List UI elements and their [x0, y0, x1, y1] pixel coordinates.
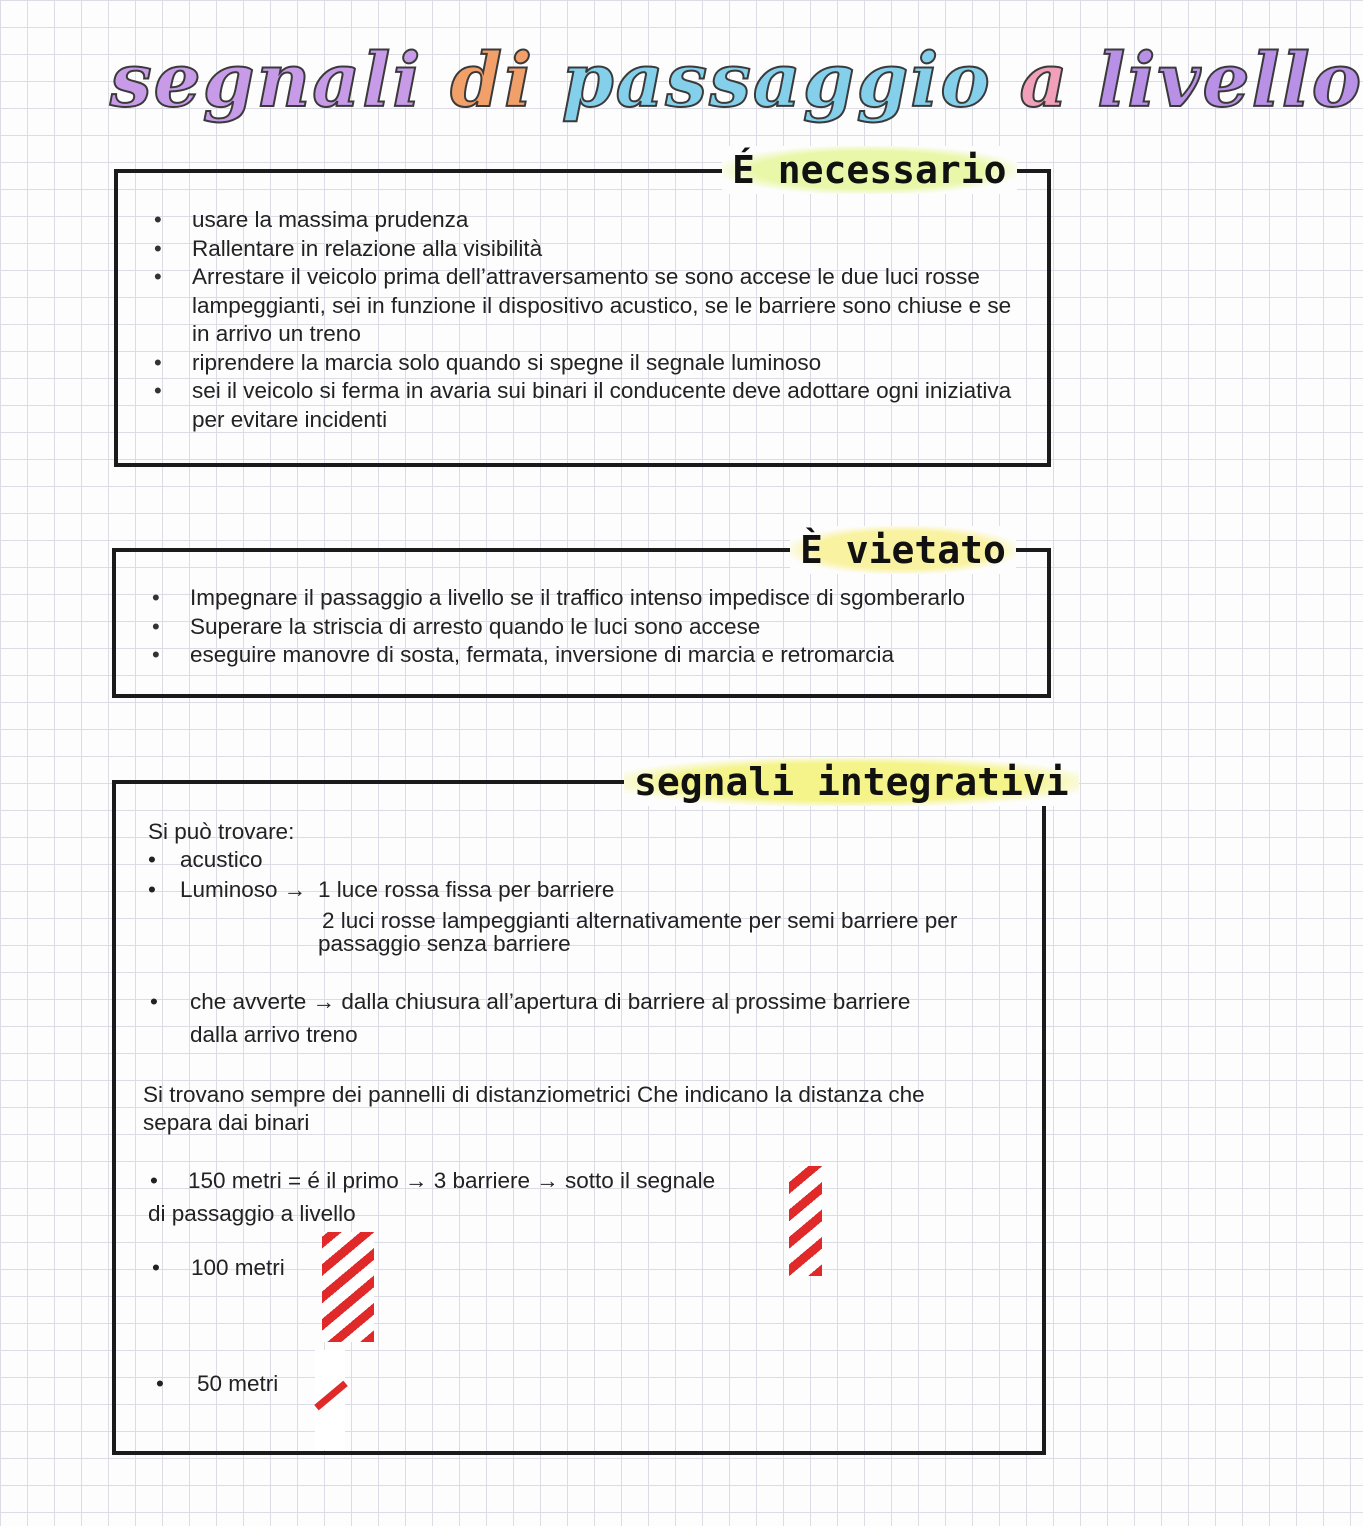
bullet-dot: • [152, 1255, 160, 1280]
list-item: • Rallentare in relazione alla visibilità [192, 235, 1022, 264]
marker-150m-3-stripes [789, 1166, 822, 1276]
list-item: • Impegnare il passaggio a livello se il traffico intenso impedisce di sgomberarlo [190, 584, 1040, 613]
title-word-1: segnali [110, 38, 423, 124]
title-word-3: passaggio [561, 38, 992, 124]
list-vietato [190, 584, 1040, 670]
intro-text: Si può trovare: [148, 819, 295, 844]
luminoso-line-3: passaggio senza barriere [318, 931, 571, 956]
heading-integrativi: segnali integrativi [624, 758, 1079, 806]
m150-line-2: di passaggio a livello [148, 1201, 356, 1226]
title-word-4: a [1019, 38, 1070, 124]
marker-100m-2-stripes [322, 1232, 374, 1342]
list-item: • sei il veicolo si ferma in avaria sui binari il conducente deve adottare ogni iniziativa per evitare incidenti [192, 377, 1022, 434]
luminoso-label: Luminoso → [180, 877, 307, 902]
m50-label: 50 metri [197, 1371, 279, 1396]
title-word-5: livello [1097, 38, 1363, 124]
acustico-text: acustico [180, 847, 263, 872]
m100-label: 100 metri [191, 1255, 285, 1280]
bullet-dot: • [150, 989, 158, 1014]
heading-necessario: É necessario [722, 146, 1017, 194]
luminoso-line-1: 1 luce rossa fissa per barriere [318, 877, 615, 902]
luminoso-line-2: 2 luci rosse lampeggianti alternativamente per semi barriere per [322, 908, 958, 933]
bullet-dot: • [150, 1168, 158, 1193]
pannelli-line-2: separa dai binari [143, 1110, 310, 1135]
bullet-dot: • [148, 847, 156, 872]
heading-vietato: È vietato [790, 526, 1016, 574]
list-item: • usare la massima prudenza [192, 206, 1022, 235]
list-necessario [192, 206, 1022, 434]
avverte-line-2: dalla arrivo treno [190, 1022, 358, 1047]
list-item: • eseguire manovre di sosta, fermata, inversione di marcia e retromarcia [190, 641, 1040, 670]
pannelli-line-1: Si trovano sempre dei pannelli di distanziometrici Che indicano la distanza che [143, 1082, 925, 1107]
list-item: • Superare la striscia di arresto quando le luci sono accese [190, 613, 1040, 642]
m150-line-1: 150 metri = é il primo → 3 barriere → sotto il segnale [188, 1168, 716, 1193]
title-word-2: di [450, 38, 535, 124]
list-item: • Arrestare il veicolo prima dell’attraversamento se sono accese le due luci rosse lampeggianti, sei in funzione il dispositivo acustico, se le barriere sono chiuse e se in arrivo un treno [192, 263, 1022, 349]
bullet-dot: • [156, 1371, 164, 1396]
bullet-dot: • [148, 877, 156, 902]
page-title [110, 38, 1363, 148]
avverte-line-1: che avverte → dalla chiusura all’apertura di barriere al prossime barriere [190, 989, 911, 1014]
list-item: • riprendere la marcia solo quando si spegne il segnale luminoso [192, 349, 1022, 378]
